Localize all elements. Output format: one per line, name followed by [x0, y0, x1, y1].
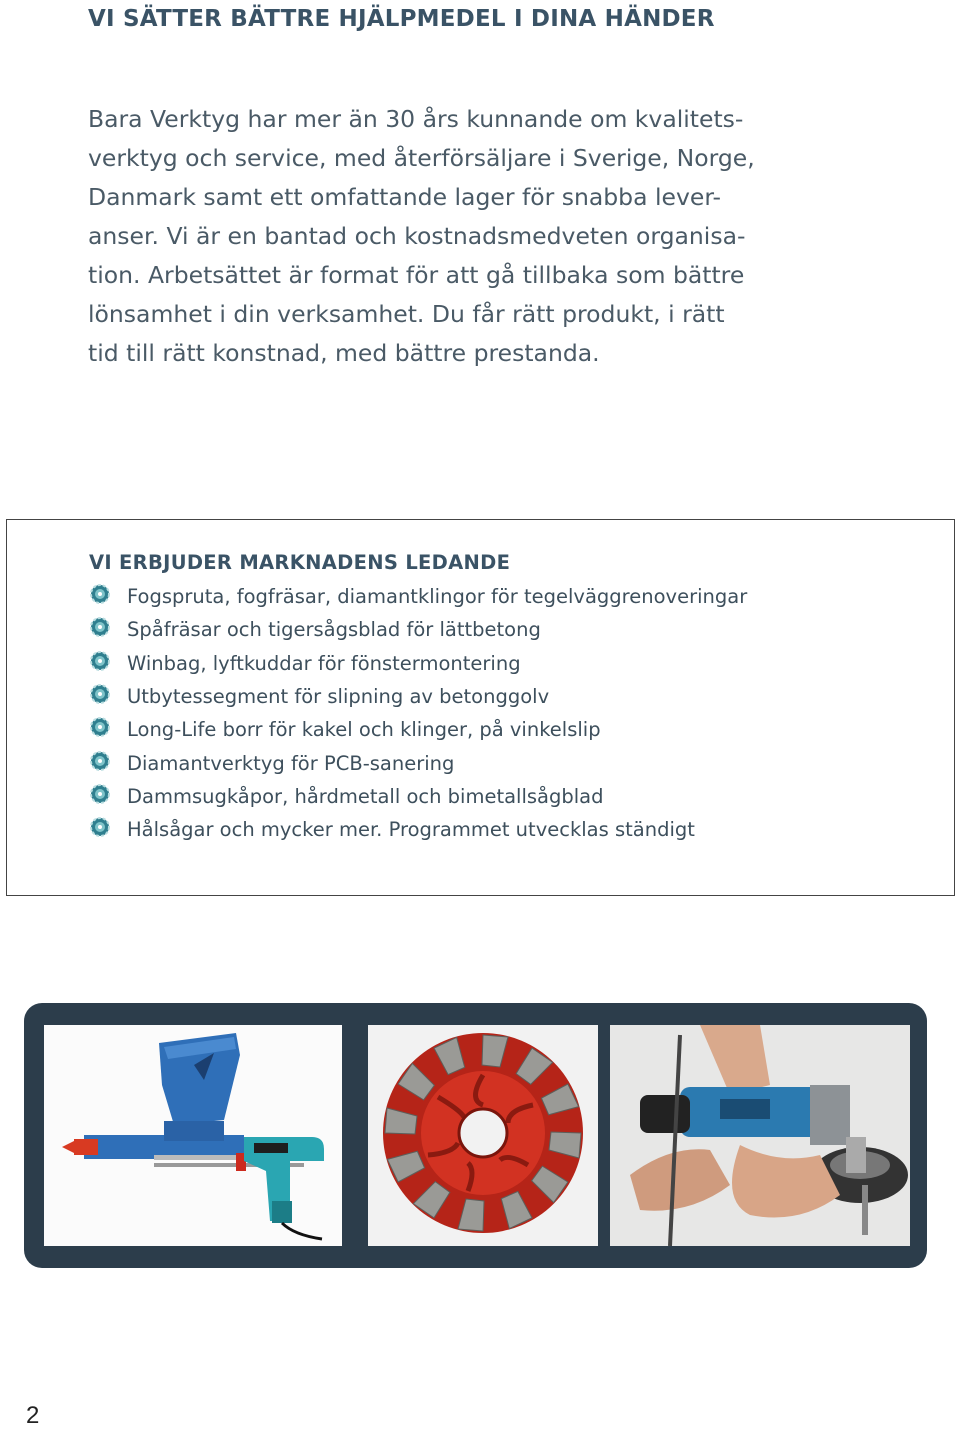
- grout-gun-with-drill-photo: [44, 1025, 342, 1246]
- list-item-text: Utbytessegment för slipning av betonggolv: [127, 685, 550, 709]
- intro-line: Danmark samt ett omfattande lager för snabba lever-: [88, 183, 721, 211]
- list-item-text: Fogspruta, fogfräsar, diamantklingor för tegelväggrenoveringar: [127, 585, 748, 609]
- cup-wheel-illustration: [368, 1025, 598, 1246]
- list-item-text: Long-Life borr för kakel och klinger, på vinkelslip: [127, 718, 601, 742]
- intro-paragraph: [88, 100, 908, 373]
- offer-box-title: VI ERBJUDER MARKNADENS LEDANDE: [89, 551, 511, 574]
- diamond-blade-bullet-icon: [89, 783, 111, 805]
- diamond-blade-bullet-icon: [89, 816, 127, 843]
- list-item: [89, 713, 747, 746]
- diamond-blade-bullet-icon: [89, 750, 111, 772]
- diamond-blade-bullet-icon: [89, 583, 127, 610]
- diamond-blade-bullet-icon: [89, 683, 127, 710]
- diamond-blade-bullet-icon: [89, 816, 111, 838]
- intro-line: tion. Arbetsättet är format för att gå tillbaka som bättre: [88, 261, 745, 289]
- list-item: [89, 613, 747, 646]
- page-heading: VI SÄTTER BÄTTRE HJÄLPMEDEL I DINA HÄNDER: [88, 6, 715, 32]
- diamond-blade-bullet-icon: [89, 716, 111, 738]
- list-item: [89, 580, 747, 613]
- diamond-blade-bullet-icon: [89, 616, 127, 643]
- list-item: [89, 647, 747, 680]
- diamond-blade-bullet-icon: [89, 683, 111, 705]
- intro-line: verktyg och service, med återförsäljare i Sverige, Norge,: [88, 144, 755, 172]
- list-item: [89, 746, 747, 779]
- diamond-blade-bullet-icon: [89, 716, 127, 743]
- diamond-blade-bullet-icon: [89, 783, 127, 810]
- list-item: [89, 780, 747, 813]
- intro-line: anser. Vi är en bantad och kostnadsmedveten organisa-: [88, 222, 746, 250]
- page-number: 2: [26, 1402, 40, 1429]
- list-item: [89, 813, 747, 846]
- list-item: [89, 680, 747, 713]
- offer-box: [6, 519, 955, 896]
- list-item-text: Dammsugkåpor, hårdmetall och bimetallsågblad: [127, 784, 604, 808]
- photo-panel: [24, 1003, 927, 1268]
- diamond-blade-bullet-icon: [89, 583, 111, 605]
- list-item-text: Diamantverktyg för PCB-sanering: [127, 751, 455, 775]
- diamond-blade-bullet-icon: [89, 616, 111, 638]
- angle-grinder-illustration: [610, 1025, 910, 1246]
- diamond-blade-bullet-icon: [89, 650, 111, 672]
- list-item-text: Winbag, lyftkuddar för fönstermontering: [127, 651, 521, 675]
- list-item-text: Spåfräsar och tigersågsblad för lättbetong: [127, 618, 541, 642]
- list-item-text: Hålsågar och mycker mer. Programmet utvecklas ständigt: [127, 818, 695, 842]
- diamond-blade-bullet-icon: [89, 650, 127, 677]
- intro-line: lönsamhet i din verksamhet. Du får rätt produkt, i rätt: [88, 300, 725, 328]
- diamond-blade-bullet-icon: [89, 750, 127, 777]
- angle-grinder-in-hands-photo: [610, 1025, 910, 1246]
- intro-line: tid till rätt konstnad, med bättre prestanda.: [88, 339, 600, 367]
- intro-line: Bara Verktyg har mer än 30 års kunnande om kvalitets-: [88, 105, 744, 133]
- diamond-cup-wheel-photo: [368, 1025, 598, 1246]
- offer-list: [89, 580, 747, 846]
- grout-gun-illustration: [44, 1025, 342, 1246]
